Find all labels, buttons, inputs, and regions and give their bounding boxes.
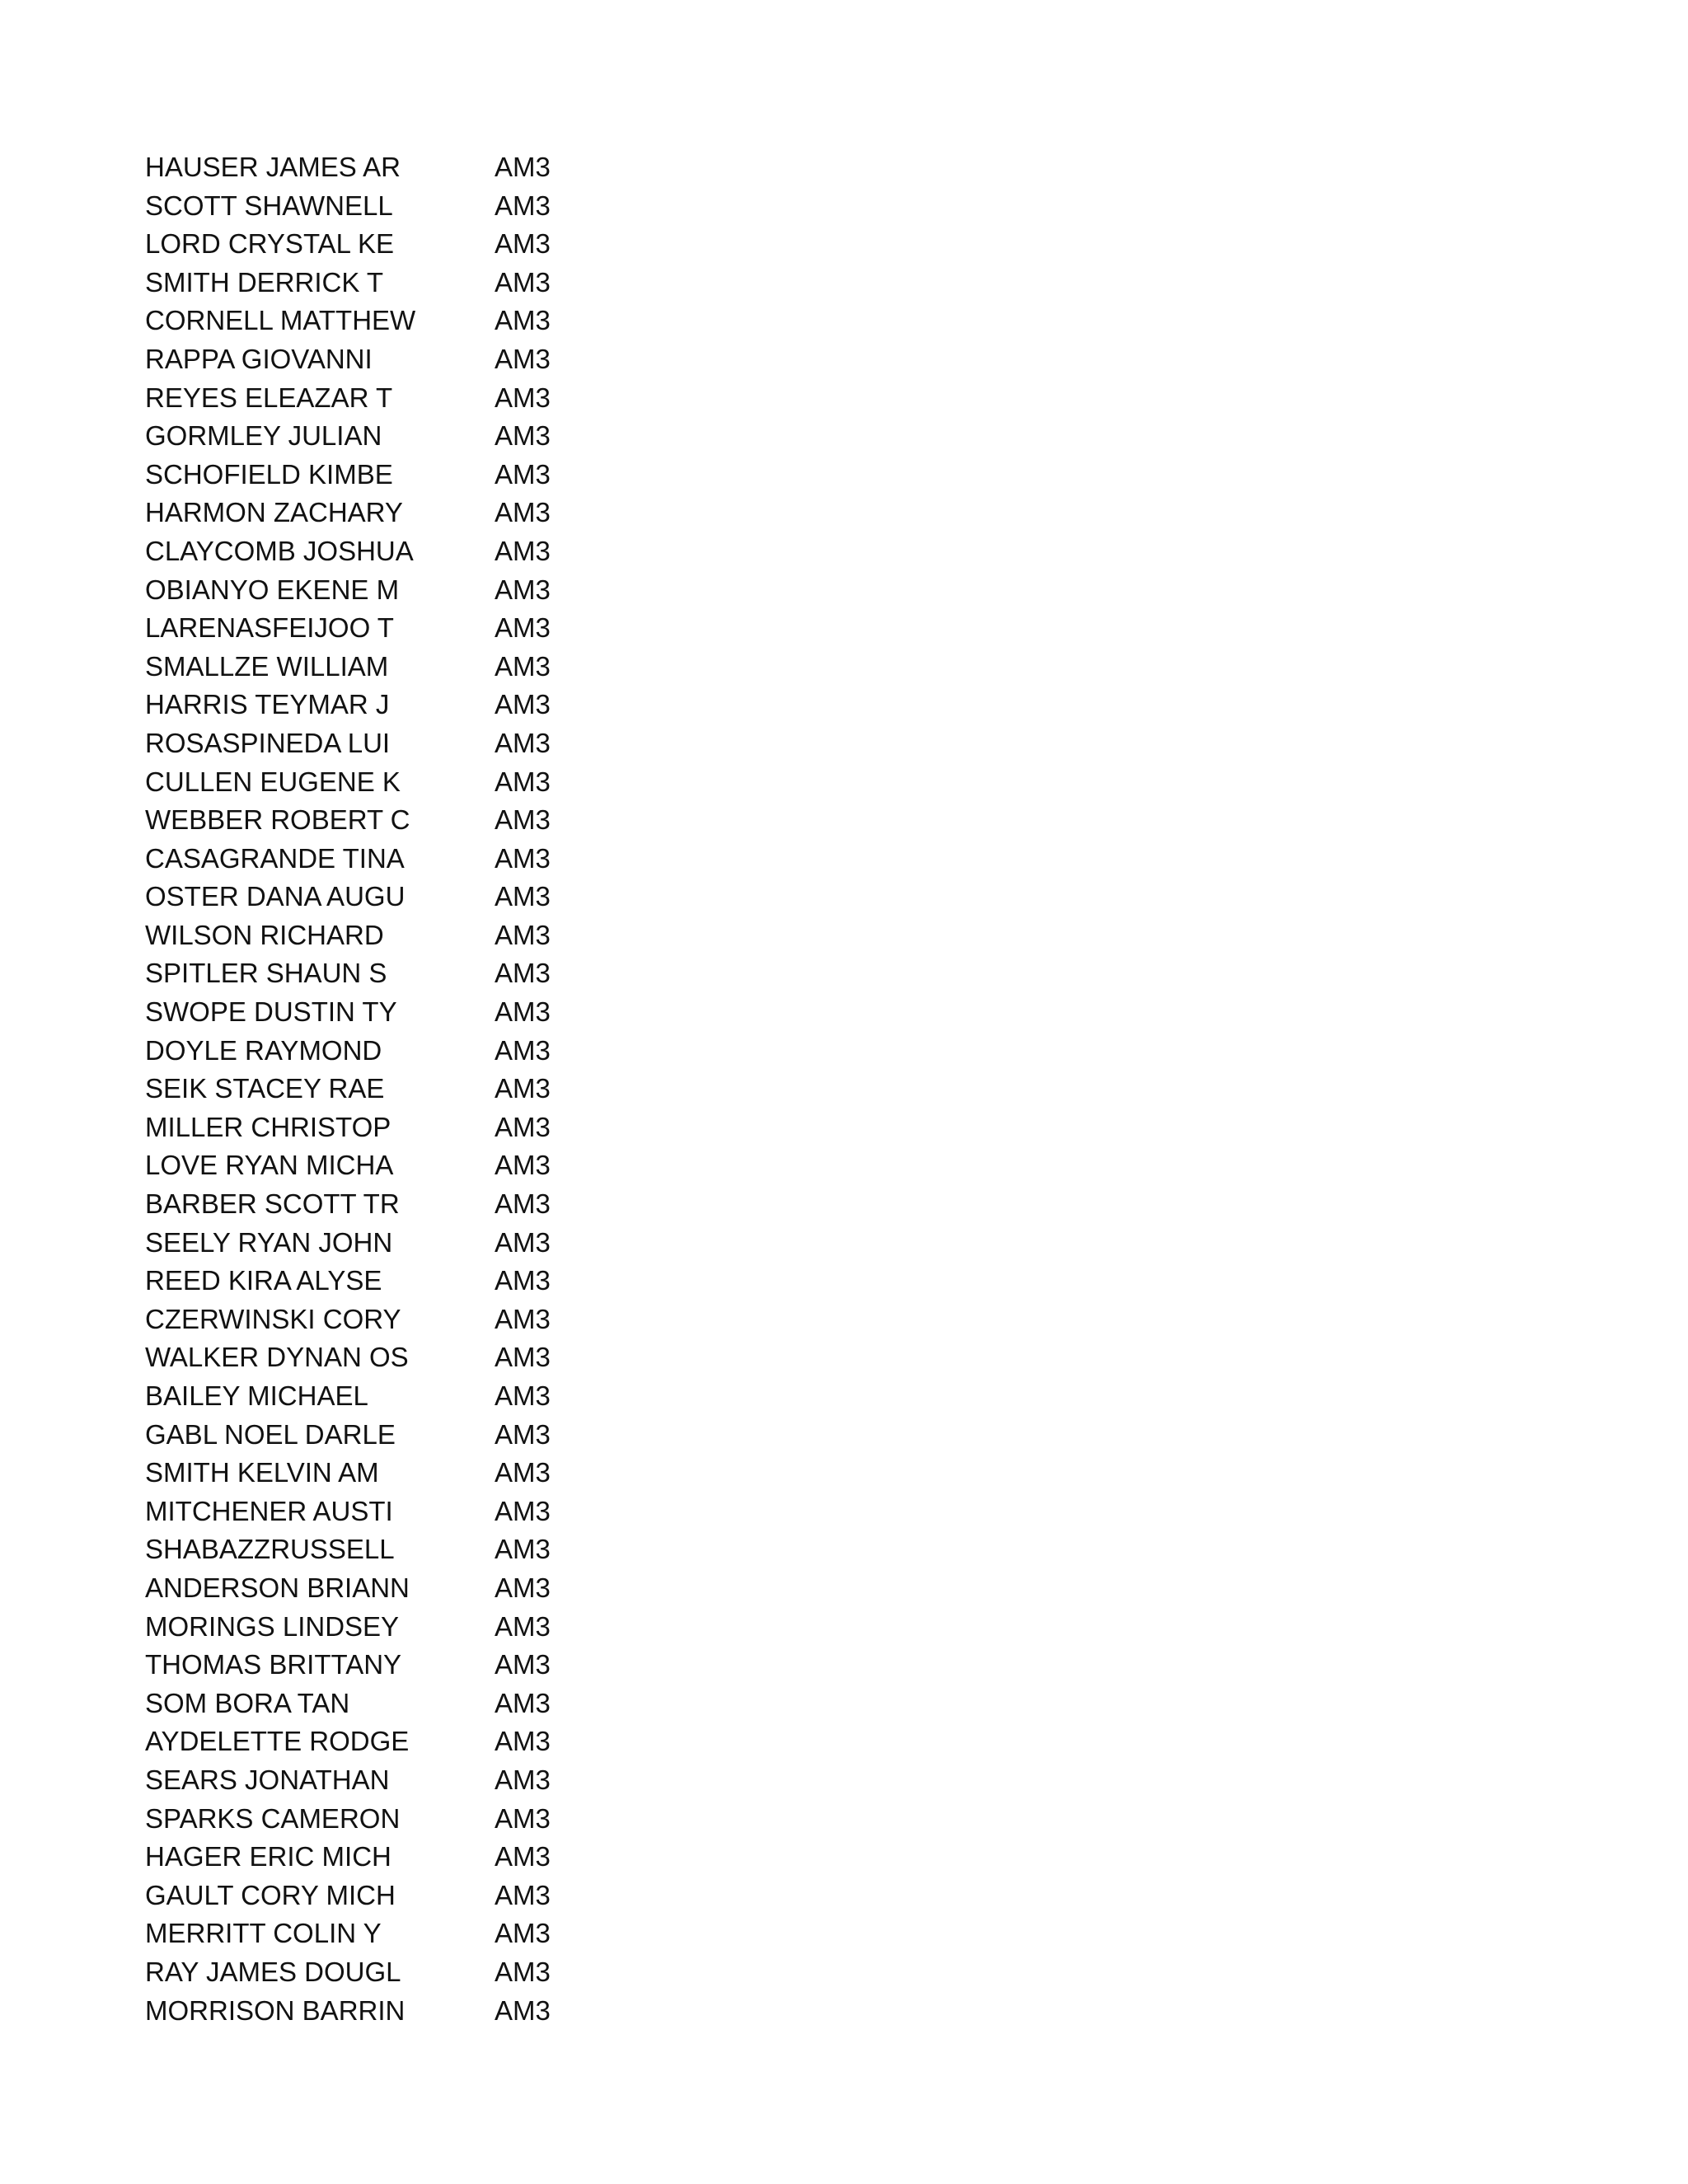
person-name: SEIK STACEY RAE [145,1073,385,1104]
person-name: AYDELETTE RODGE [145,1726,410,1757]
roster-row [145,686,593,724]
person-name: REYES ELEAZAR T [145,382,393,413]
person-name: CLAYCOMB JOSHUA [145,535,414,566]
roster-row [145,1992,593,2031]
rate-code: AM3 [495,612,551,644]
person-name: SPITLER SHAUN S [145,958,387,989]
person-name: OSTER DANA AUGU [145,881,406,912]
roster-row [145,916,593,955]
rate-code: AM3 [495,766,551,797]
rate-code: AM3 [495,1649,551,1680]
rate-code: AM3 [495,1034,551,1066]
rate-code: AM3 [495,842,551,874]
roster-row [145,1569,593,1608]
person-name: SMALLZE WILLIAM [145,650,389,682]
rate-code: AM3 [495,1303,551,1334]
roster-row [145,1377,593,1416]
person-name: SMITH KELVIN AM [145,1457,379,1488]
rate-code: AM3 [495,1994,551,2026]
person-name: MITCHENER AUSTI [145,1495,393,1526]
roster-row [145,1761,593,1800]
rate-code: AM3 [495,1764,551,1795]
person-name: MORINGS LINDSEY [145,1610,400,1642]
roster-row [145,1108,593,1147]
roster-row [145,417,593,456]
person-name: GAULT CORY MICH [145,1879,396,1910]
person-name: MORRISON BARRIN [145,1994,406,2026]
roster-row [145,1530,593,1569]
rate-code: AM3 [495,1802,551,1834]
person-name: SHABAZZRUSSELL [145,1534,395,1565]
person-name: SMITH DERRICK T [145,266,384,298]
roster-row [145,1800,593,1839]
person-name: RAY JAMES DOUGL [145,1956,401,1987]
person-name: LORD CRYSTAL KE [145,228,394,260]
rate-code: AM3 [495,190,551,221]
roster-row [145,1953,593,1992]
rate-code: AM3 [495,1495,551,1526]
rate-code: AM3 [495,1879,551,1910]
rate-code: AM3 [495,1380,551,1411]
rate-code: AM3 [495,1226,551,1258]
rate-code: AM3 [495,228,551,260]
rate-code: AM3 [495,727,551,758]
roster-row [145,993,593,1032]
person-name: BARBER SCOTT TR [145,1188,400,1220]
rate-code: AM3 [495,804,551,836]
rate-code: AM3 [495,1918,551,1949]
roster-row [145,225,593,264]
person-name: BAILEY MICHAEL [145,1380,368,1411]
roster-row [145,1185,593,1224]
roster-row [145,1646,593,1685]
person-name: WILSON RICHARD [145,919,384,950]
person-name: LARENASFEIJOO T [145,612,394,644]
person-name: REED KIRA ALYSE [145,1265,382,1296]
roster-row [145,801,593,840]
roster-row [145,878,593,916]
rate-code: AM3 [495,266,551,298]
rate-code: AM3 [495,343,551,374]
person-name: GORMLEY JULIAN [145,420,382,452]
roster-row [145,187,593,226]
person-name: MILLER CHRISTOP [145,1111,392,1142]
roster-row [145,1301,593,1339]
roster-row [145,1070,593,1108]
roster-row [145,1877,593,1915]
rate-code: AM3 [495,1610,551,1642]
rate-code: AM3 [495,420,551,452]
rate-code: AM3 [495,1726,551,1757]
roster-row [145,302,593,340]
rate-code: AM3 [495,574,551,605]
roster-row [145,379,593,418]
person-name: CASAGRANDE TINA [145,842,405,874]
roster-row [145,1608,593,1647]
roster-row [145,340,593,379]
roster-row [145,1224,593,1263]
rate-code: AM3 [495,881,551,912]
roster-row [145,1685,593,1723]
rate-code: AM3 [495,919,551,950]
roster-row [145,954,593,993]
person-name: ANDERSON BRIANN [145,1572,410,1603]
roster-row [145,571,593,610]
person-name: SCOTT SHAWNELL [145,190,393,221]
roster-row [145,1262,593,1301]
roster-row [145,1915,593,1953]
rate-code: AM3 [495,996,551,1028]
roster-row [145,609,593,648]
person-name: WEBBER ROBERT C [145,804,410,836]
roster-row [145,532,593,571]
person-name: SEARS JONATHAN [145,1764,390,1795]
roster-row [145,1032,593,1071]
rate-code: AM3 [495,1841,551,1872]
person-name: SCHOFIELD KIMBE [145,458,393,490]
rate-code: AM3 [495,1457,551,1488]
rate-code: AM3 [495,689,551,720]
roster-row [145,264,593,302]
person-name: ROSASPINEDA LUI [145,727,391,758]
person-name: THOMAS BRITTANY [145,1649,402,1680]
rate-code: AM3 [495,1418,551,1450]
roster-row [145,1493,593,1531]
person-name: SOM BORA TAN [145,1687,350,1718]
rate-code: AM3 [495,1073,551,1104]
person-name: CULLEN EUGENE K [145,766,401,797]
person-name: SEELY RYAN JOHN [145,1226,393,1258]
person-name: HARMON ZACHARY [145,497,403,528]
roster-row [145,724,593,763]
rate-code: AM3 [495,1265,551,1296]
person-name: OBIANYO EKENE M [145,574,400,605]
roster-row [145,1146,593,1185]
roster-row [145,1454,593,1493]
person-name: HAGER ERIC MICH [145,1841,392,1872]
rate-code: AM3 [495,1687,551,1718]
rate-code: AM3 [495,458,551,490]
person-name: SPARKS CAMERON [145,1802,401,1834]
rate-code: AM3 [495,305,551,336]
rate-code: AM3 [495,1188,551,1220]
roster-row [145,1722,593,1761]
roster-row [145,1416,593,1455]
rate-code: AM3 [495,1956,551,1987]
roster-list [145,148,593,2030]
rate-code: AM3 [495,1150,551,1181]
rate-code: AM3 [495,1572,551,1603]
rate-code: AM3 [495,1111,551,1142]
roster-row [145,148,593,187]
person-name: GABL NOEL DARLE [145,1418,396,1450]
rate-code: AM3 [495,382,551,413]
person-name: WALKER DYNAN OS [145,1342,409,1373]
person-name: HARRIS TEYMAR J [145,689,390,720]
person-name: MERRITT COLIN Y [145,1918,382,1949]
roster-row [145,456,593,494]
rate-code: AM3 [495,650,551,682]
person-name: DOYLE RAYMOND [145,1034,382,1066]
rate-code: AM3 [495,1342,551,1373]
person-name: SWOPE DUSTIN TY [145,996,397,1028]
rate-code: AM3 [495,497,551,528]
person-name: RAPPA GIOVANNI [145,343,373,374]
person-name: CORNELL MATTHEW [145,305,416,336]
roster-row [145,494,593,532]
rate-code: AM3 [495,152,551,182]
person-name: CZERWINSKI CORY [145,1303,401,1334]
roster-row [145,648,593,687]
roster-row [145,1838,593,1877]
roster-row [145,763,593,802]
roster-row [145,1338,593,1377]
rate-code: AM3 [495,958,551,989]
roster-row [145,840,593,879]
person-name: HAUSER JAMES AR [145,152,401,182]
rate-code: AM3 [495,535,551,566]
rate-code: AM3 [495,1534,551,1565]
person-name: LOVE RYAN MICHA [145,1150,394,1181]
